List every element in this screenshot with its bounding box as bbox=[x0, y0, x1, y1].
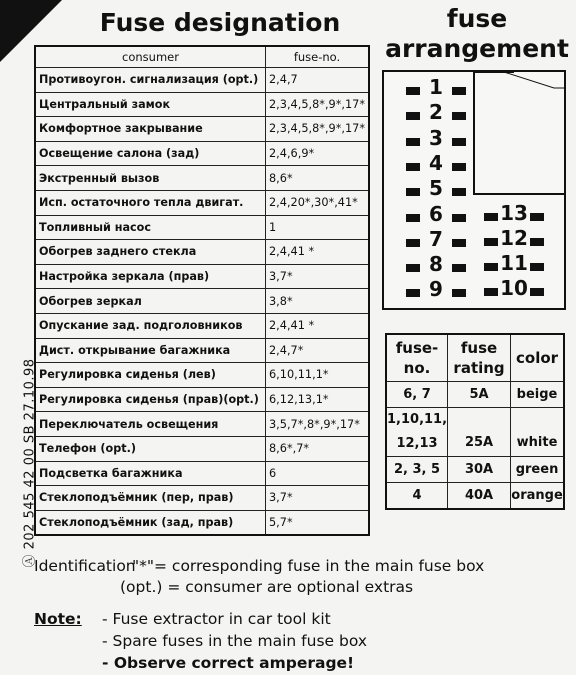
fuse-pin bbox=[452, 188, 466, 196]
fuse-slot bbox=[406, 277, 466, 302]
fuse-slot bbox=[484, 276, 544, 301]
fuse-pin bbox=[406, 112, 420, 120]
table-row bbox=[35, 387, 369, 412]
consumer-cell: Стеклоподъёмник (пер, прав) bbox=[35, 486, 266, 511]
fuse-rating-table bbox=[385, 333, 565, 510]
table-row bbox=[35, 510, 369, 535]
rating-header-fuse-rating: fuse rating bbox=[448, 334, 511, 382]
fuse-no-cell: 3,5,7*,8*,9*,17* bbox=[266, 412, 370, 437]
fuse-pin bbox=[530, 213, 544, 221]
fuse-no-cell: 8,6*,7* bbox=[266, 436, 370, 461]
consumer-cell: Центральный замок bbox=[35, 92, 266, 117]
fuse-no-cell: 1 bbox=[266, 215, 370, 240]
consumer-cell: Переключатель освещения bbox=[35, 412, 266, 437]
rating-color-cell: beige bbox=[511, 382, 564, 408]
fuse-slot bbox=[406, 226, 466, 252]
rating-color-cell: green bbox=[511, 457, 564, 483]
rating-fuse-no-cell: 2, 3, 5 bbox=[386, 457, 448, 483]
consumer-cell: Противоугон. сигнализация (opt.) bbox=[35, 68, 266, 93]
note-item-warning: - Observe correct amperage! bbox=[102, 654, 355, 672]
consumer-cell: Дист. открывание багажника bbox=[35, 338, 266, 363]
rating-fuse-no-cell: 6, 7 bbox=[386, 382, 448, 408]
fuse-pin bbox=[452, 163, 466, 171]
table-row bbox=[35, 92, 369, 117]
consumer-cell: Исп. остаточного тепла двигат. bbox=[35, 190, 266, 215]
identification-block bbox=[34, 556, 484, 598]
fuse-number: 7 bbox=[429, 226, 443, 251]
table-row bbox=[35, 338, 369, 363]
fuse-pin bbox=[406, 289, 420, 297]
fuse-pin bbox=[452, 138, 466, 146]
note-label: Note: bbox=[34, 610, 82, 628]
fuse-no-cell: 2,4,41 * bbox=[266, 313, 370, 338]
fuse-pin bbox=[406, 239, 420, 247]
arrangement-title-line-2: arrangement bbox=[385, 34, 569, 63]
table-row bbox=[35, 190, 369, 215]
fuse-pin bbox=[484, 213, 498, 221]
consumer-cell: Стеклоподъёмник (зад, прав) bbox=[35, 510, 266, 535]
column-header-consumer: consumer bbox=[35, 46, 266, 68]
fuse-pin bbox=[484, 238, 498, 246]
fuse-pin bbox=[452, 112, 466, 120]
fuse-no-cell: 5,7* bbox=[266, 510, 370, 535]
fuse-pin bbox=[452, 87, 466, 95]
table-row bbox=[35, 240, 369, 265]
page-title: Fuse designation bbox=[99, 8, 341, 37]
fuse-no-cell: 3,7* bbox=[266, 264, 370, 289]
fuse-no-cell: 2,4,7 bbox=[266, 68, 370, 93]
consumer-cell: Обогрев зеркал bbox=[35, 289, 266, 314]
fuse-number: 9 bbox=[429, 277, 443, 302]
rating-row bbox=[386, 408, 564, 457]
fuse-arrangement-diagram bbox=[382, 70, 566, 310]
table-row bbox=[35, 264, 369, 289]
fuse-pin bbox=[452, 289, 466, 297]
fuse-pin bbox=[530, 238, 544, 246]
rating-fuse-no-cell: 4 bbox=[386, 483, 448, 510]
consumer-cell: Комфортное закрывание bbox=[35, 117, 266, 142]
rating-header-color: color bbox=[511, 334, 564, 382]
fuse-slot bbox=[484, 201, 544, 226]
consumer-cell: Освещение салона (зад) bbox=[35, 141, 266, 166]
fuse-slot bbox=[484, 251, 544, 276]
fuse-slot bbox=[406, 100, 466, 125]
note-item: - Spare fuses in the main fuse box bbox=[102, 632, 367, 650]
table-row bbox=[35, 461, 369, 486]
fuse-designation-table bbox=[34, 45, 370, 536]
fuse-slot bbox=[406, 125, 466, 151]
fuse-pin bbox=[452, 239, 466, 247]
fuse-number: 5 bbox=[429, 176, 443, 201]
fuse-no-cell: 2,3,4,5,8*,9*,17* bbox=[266, 117, 370, 142]
fuse-pin bbox=[406, 264, 420, 272]
column-header-fuse-no: fuse-no. bbox=[266, 46, 370, 68]
fuse-number: 2 bbox=[429, 100, 443, 125]
fuse-no-cell: 3,8* bbox=[266, 289, 370, 314]
table-row bbox=[35, 486, 369, 511]
rating-amperage-cell: 30A bbox=[448, 457, 511, 483]
table-row bbox=[35, 289, 369, 314]
fuse-slot bbox=[406, 75, 466, 100]
fuse-pin bbox=[406, 214, 420, 222]
fuse-slot bbox=[406, 176, 466, 201]
fuse-slot bbox=[484, 226, 544, 251]
table-row bbox=[35, 215, 369, 240]
fuse-no-cell: 6 bbox=[266, 461, 370, 486]
fuse-pin bbox=[452, 214, 466, 222]
fuse-pin bbox=[530, 263, 544, 271]
fuse-no-cell: 3,7* bbox=[266, 486, 370, 511]
consumer-cell: Экстренный вызов bbox=[35, 166, 266, 191]
fuse-slot bbox=[406, 150, 466, 176]
consumer-cell: Обогрев заднего стекла bbox=[35, 240, 266, 265]
arrangement-title-line-1: fuse bbox=[446, 4, 508, 33]
fuse-no-cell: 2,3,4,5,8*,9*,17* bbox=[266, 92, 370, 117]
rating-amperage-cell: 25A bbox=[448, 408, 511, 457]
table-row bbox=[35, 117, 369, 142]
fuse-number: 12 bbox=[500, 226, 528, 250]
rating-color-cell: white bbox=[511, 408, 564, 457]
fuse-slot bbox=[406, 252, 466, 277]
document-code-text: Ⓐ 202 545 42 00 SB 27.10.98 bbox=[22, 358, 38, 568]
fuse-no-cell: 2,4,41 * bbox=[266, 240, 370, 265]
fuse-number: 10 bbox=[500, 276, 528, 300]
identification-label: Identification bbox=[34, 557, 136, 575]
consumer-cell: Регулировка сиденья (лев) bbox=[35, 363, 266, 388]
rating-amperage-cell: 5A bbox=[448, 382, 511, 408]
rating-color-cell: orange bbox=[511, 483, 564, 510]
fuse-no-cell: 2,4,6,9* bbox=[266, 141, 370, 166]
fuse-no-cell: 2,4,20*,30*,41* bbox=[266, 190, 370, 215]
rating-row bbox=[386, 483, 564, 510]
fuse-slot bbox=[406, 201, 466, 227]
table-row bbox=[35, 313, 369, 338]
arrangement-divider bbox=[474, 72, 564, 194]
note-item: - Fuse extractor in car tool kit bbox=[102, 610, 331, 628]
table-row bbox=[35, 166, 369, 191]
fuse-no-cell: 2,4,7* bbox=[266, 338, 370, 363]
fuse-number: 11 bbox=[500, 251, 528, 275]
fuse-number: 13 bbox=[500, 201, 528, 225]
table-row bbox=[35, 412, 369, 437]
rating-row bbox=[386, 457, 564, 483]
consumer-cell: Опускание зад. подголовников bbox=[35, 313, 266, 338]
fuse-pin bbox=[530, 288, 544, 296]
fuse-pin bbox=[406, 188, 420, 196]
fuse-number: 6 bbox=[429, 201, 443, 226]
identification-line-1: "*"= corresponding fuse in the main fuse box bbox=[132, 557, 485, 575]
fuse-no-cell: 6,12,13,1* bbox=[266, 387, 370, 412]
table-row bbox=[35, 68, 369, 93]
fuse-pin bbox=[452, 264, 466, 272]
fuse-pin bbox=[406, 163, 420, 171]
rating-fuse-no-cell: 1,10,11, 12,13 bbox=[386, 408, 448, 457]
fuse-number: 1 bbox=[429, 75, 443, 99]
consumer-cell: Топливный насос bbox=[35, 215, 266, 240]
consumer-cell: Подсветка багажника bbox=[35, 461, 266, 486]
fuse-pin bbox=[484, 263, 498, 271]
consumer-cell: Регулировка сиденья (прав)(opt.) bbox=[35, 387, 266, 412]
fuse-pin bbox=[484, 288, 498, 296]
fuse-pin bbox=[406, 138, 420, 146]
rating-amperage-cell: 40A bbox=[448, 483, 511, 510]
fuse-number: 4 bbox=[429, 150, 443, 175]
consumer-cell: Телефон (opt.) bbox=[35, 436, 266, 461]
fuse-number: 3 bbox=[429, 125, 443, 150]
rating-row bbox=[386, 382, 564, 408]
arrangement-title bbox=[382, 4, 572, 64]
fuse-no-cell: 8,6* bbox=[266, 166, 370, 191]
consumer-cell: Настройка зеркала (прав) bbox=[35, 264, 266, 289]
fuse-number: 8 bbox=[429, 252, 443, 277]
fuse-no-cell: 6,10,11,1* bbox=[266, 363, 370, 388]
table-row bbox=[35, 436, 369, 461]
table-row bbox=[35, 363, 369, 388]
rating-header-fuse-no: fuse- no. bbox=[386, 334, 448, 382]
fuse-pin bbox=[406, 87, 420, 95]
identification-line-2: (opt.) = consumer are optional extras bbox=[120, 578, 414, 596]
table-row bbox=[35, 141, 369, 166]
